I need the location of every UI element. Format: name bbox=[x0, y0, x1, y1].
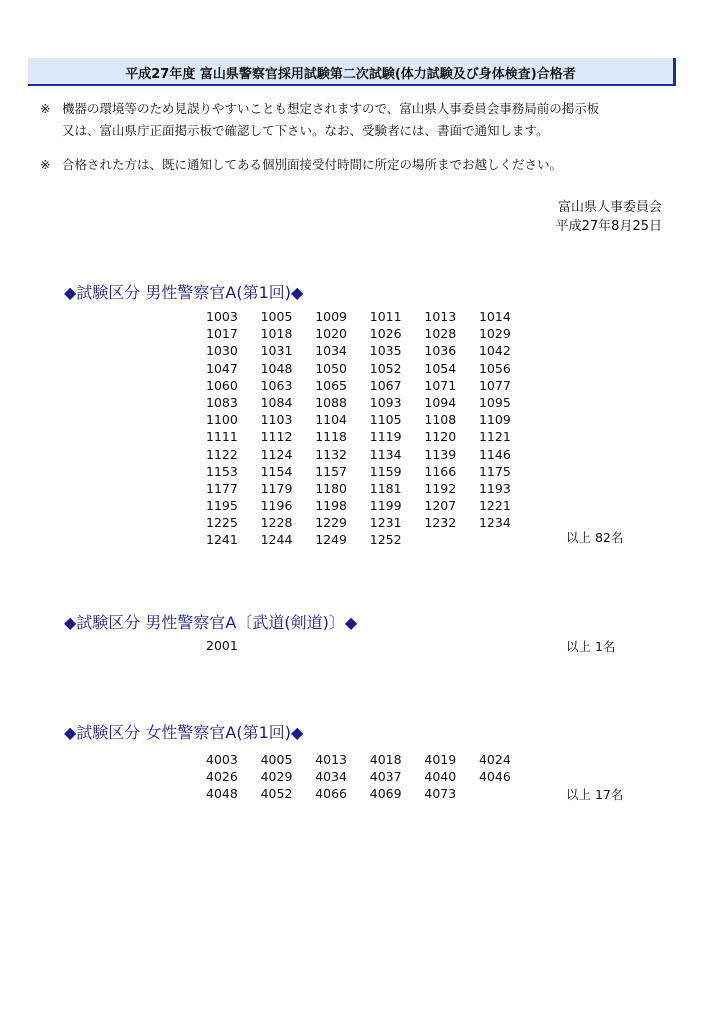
examinee-number: 1249 bbox=[315, 532, 347, 548]
examinee-number: 1005 bbox=[260, 309, 293, 324]
examinee-number: 1084 bbox=[260, 394, 293, 410]
examinee-number: 1042 bbox=[478, 343, 511, 359]
examinee-number: 1225 bbox=[206, 515, 238, 531]
examinee-number: 1221 bbox=[478, 498, 511, 514]
notice-1 bbox=[40, 98, 680, 142]
examinee-number: 1192 bbox=[424, 480, 457, 496]
examinee-number: 1034 bbox=[315, 343, 347, 359]
notice-mark: ※ bbox=[40, 101, 51, 116]
number-row bbox=[206, 463, 534, 480]
examinee-number: 1048 bbox=[260, 360, 293, 376]
number-row bbox=[206, 428, 534, 445]
number-row bbox=[206, 637, 261, 654]
examinee-number: 4052 bbox=[260, 786, 293, 802]
examinee-number: 1014 bbox=[478, 309, 511, 324]
examinee-number: 1157 bbox=[315, 463, 347, 479]
examinee-number: 1124 bbox=[260, 446, 293, 462]
examinee-number: 1196 bbox=[260, 498, 293, 514]
examinee-number: 4037 bbox=[369, 769, 402, 785]
examinee-number: 1054 bbox=[424, 360, 457, 376]
examinee-number: 4066 bbox=[315, 786, 347, 802]
examinee-number: 1063 bbox=[260, 377, 293, 393]
examinee-number: 2001 bbox=[206, 638, 238, 653]
examinee-number: 1067 bbox=[369, 377, 402, 393]
examinee-number: 1244 bbox=[260, 532, 293, 548]
page-title: 平成27年度 富山県警察官採用試験第二次試験(体力試験及び身体検査)合格者 bbox=[125, 67, 576, 82]
examinee-number: 1056 bbox=[478, 360, 511, 376]
examinee-number: 1175 bbox=[478, 463, 511, 479]
number-row bbox=[206, 394, 534, 411]
examinee-number: 1179 bbox=[260, 480, 293, 496]
examinee-number: 4029 bbox=[260, 769, 293, 785]
examinee-number: 1228 bbox=[260, 515, 293, 531]
examinee-number: 1119 bbox=[369, 429, 402, 445]
examinee-number: 1094 bbox=[424, 394, 457, 410]
number-row bbox=[206, 785, 534, 802]
number-row bbox=[206, 360, 534, 377]
number-row bbox=[206, 446, 534, 463]
section-heading-female-a: ◆試験区分 女性警察官A(第1回)◆ bbox=[64, 723, 304, 742]
examinee-number: 1234 bbox=[478, 515, 511, 531]
examinee-number: 1139 bbox=[424, 446, 457, 462]
examinee-number: 1154 bbox=[260, 463, 293, 479]
examinee-number: 4018 bbox=[369, 752, 402, 767]
number-grid-female-a bbox=[206, 751, 534, 803]
number-row bbox=[206, 531, 534, 548]
examinee-number: 1120 bbox=[424, 429, 457, 445]
examinee-number: 1011 bbox=[369, 309, 402, 324]
examinee-number: 4069 bbox=[369, 786, 402, 802]
number-row bbox=[206, 342, 534, 359]
notice-line: 機器の環境等のため見誤りやすいことも想定されますので、富山県人事委員会事務局前の掲示板 bbox=[62, 101, 600, 116]
examinee-number: 1181 bbox=[369, 480, 402, 496]
examinee-number: 1199 bbox=[369, 498, 402, 514]
examinee-number: 1031 bbox=[260, 343, 293, 359]
examinee-number: 1050 bbox=[315, 360, 347, 376]
examinee-number: 1036 bbox=[424, 343, 457, 359]
examinee-number: 1198 bbox=[315, 498, 347, 514]
examinee-number: 1017 bbox=[206, 326, 238, 342]
examinee-number: 1105 bbox=[369, 412, 402, 428]
examinee-number: 1093 bbox=[369, 394, 402, 410]
number-row bbox=[206, 308, 534, 325]
examinee-number: 4034 bbox=[315, 769, 347, 785]
examinee-number: 1095 bbox=[478, 394, 511, 410]
notice-line: 又は、富山県庁正面掲示板で確認して下さい。なお、受験者には、書面で通知します。 bbox=[62, 123, 549, 138]
notice-2 bbox=[40, 154, 680, 176]
section-total-male-a: 以上 82名 bbox=[566, 530, 624, 545]
number-row bbox=[206, 768, 534, 785]
examinee-number: 1229 bbox=[315, 515, 347, 531]
examinee-number: 1047 bbox=[206, 360, 238, 376]
examinee-number: 1077 bbox=[478, 377, 511, 393]
examinee-number: 1193 bbox=[478, 480, 511, 496]
examinee-number: 1088 bbox=[315, 394, 347, 410]
examinee-number: 1013 bbox=[424, 309, 457, 324]
examinee-number: 1065 bbox=[315, 377, 347, 393]
examinee-number: 1177 bbox=[206, 480, 238, 496]
section-total-female-a: 以上 17名 bbox=[566, 787, 624, 802]
issuer-name: 富山県人事委員会 bbox=[557, 200, 662, 215]
examinee-number: 1009 bbox=[315, 309, 347, 324]
examinee-number: 1122 bbox=[206, 446, 238, 462]
examinee-number: 4005 bbox=[260, 752, 293, 767]
number-row bbox=[206, 325, 534, 342]
examinee-number: 1252 bbox=[369, 532, 402, 548]
examinee-number: 1018 bbox=[260, 326, 293, 342]
examinee-number: 1231 bbox=[369, 515, 402, 531]
notice-line: 合格された方は、既に通知してある個別面接受付時間に所定の場所までお越しください。 bbox=[62, 157, 563, 172]
section-heading-male-a: ◆試験区分 男性警察官A(第1回)◆ bbox=[64, 283, 304, 302]
number-grid-male-kendo bbox=[206, 637, 261, 654]
examinee-number: 1121 bbox=[478, 429, 511, 445]
examinee-number: 1030 bbox=[206, 343, 238, 359]
notice-mark: ※ bbox=[40, 157, 51, 172]
examinee-number: 1195 bbox=[206, 498, 238, 514]
section-total-male-kendo: 以上 1名 bbox=[566, 639, 616, 654]
examinee-number: 4019 bbox=[424, 752, 457, 767]
examinee-number: 1111 bbox=[206, 429, 238, 445]
examinee-number: 1207 bbox=[424, 498, 457, 514]
examinee-number: 1028 bbox=[424, 326, 457, 342]
examinee-number: 1159 bbox=[369, 463, 402, 479]
examinee-number: 1108 bbox=[424, 412, 457, 428]
examinee-number: 1003 bbox=[206, 309, 238, 324]
examinee-number: 4026 bbox=[206, 769, 238, 785]
examinee-number: 1241 bbox=[206, 532, 238, 548]
examinee-number: 4003 bbox=[206, 752, 238, 767]
examinee-number: 1112 bbox=[260, 429, 293, 445]
examinee-number: 1132 bbox=[315, 446, 347, 462]
examinee-number: 1109 bbox=[478, 412, 511, 428]
examinee-number: 1029 bbox=[478, 326, 511, 342]
examinee-number: 1166 bbox=[424, 463, 457, 479]
number-grid-male-a bbox=[206, 308, 534, 549]
examinee-number: 1153 bbox=[206, 463, 238, 479]
examinee-number: 1118 bbox=[315, 429, 347, 445]
examinee-number: 4040 bbox=[424, 769, 457, 785]
examinee-number: 1071 bbox=[424, 377, 457, 393]
examinee-number: 1083 bbox=[206, 394, 238, 410]
examinee-number: 4024 bbox=[478, 752, 511, 767]
examinee-number: 1026 bbox=[369, 326, 402, 342]
number-row bbox=[206, 480, 534, 497]
examinee-number: 4046 bbox=[478, 769, 511, 785]
examinee-number: 4013 bbox=[315, 752, 347, 767]
examinee-number: 1060 bbox=[206, 377, 238, 393]
issuer-block bbox=[556, 198, 662, 236]
section-heading-male-kendo: ◆試験区分 男性警察官A〔武道(剣道)〕◆ bbox=[64, 613, 358, 632]
title-banner bbox=[28, 58, 676, 86]
examinee-number: 4048 bbox=[206, 786, 238, 802]
number-row bbox=[206, 751, 534, 768]
number-row bbox=[206, 497, 534, 514]
number-row bbox=[206, 514, 534, 531]
examinee-number: 4073 bbox=[424, 786, 457, 802]
examinee-number: 1232 bbox=[424, 515, 457, 531]
examinee-number: 1180 bbox=[315, 480, 347, 496]
examinee-number: 1134 bbox=[369, 446, 402, 462]
examinee-number: 1052 bbox=[369, 360, 402, 376]
examinee-number: 1035 bbox=[369, 343, 402, 359]
examinee-number: 1146 bbox=[478, 446, 511, 462]
examinee-number: 1103 bbox=[260, 412, 293, 428]
issue-date: 平成27年8月25日 bbox=[555, 219, 662, 234]
examinee-number: 1104 bbox=[315, 412, 347, 428]
examinee-number: 1020 bbox=[315, 326, 347, 342]
number-row bbox=[206, 411, 534, 428]
examinee-number: 1100 bbox=[206, 412, 238, 428]
number-row bbox=[206, 377, 534, 394]
